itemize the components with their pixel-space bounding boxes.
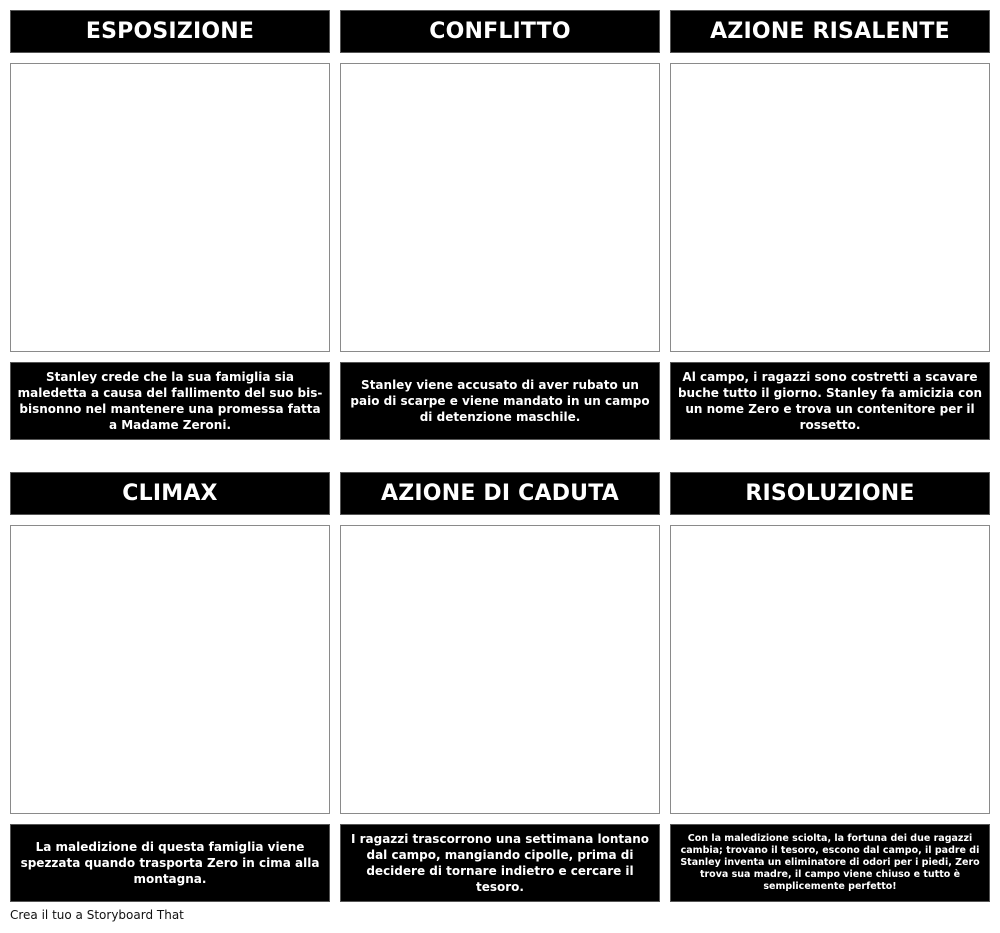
storyboard-row-1 [10,10,990,440]
cell-description: Stanley viene accusato di aver rubato un paio di scarpe e viene mandato in un campo di detenzione maschile. [340,362,660,440]
cell-title: AZIONE DI CADUTA [340,472,660,515]
cell-description: I ragazzi trascorrono una settimana lontano dal campo, mangiando cipolle, prima di decidere di tornare indietro e cercare il tesoro. [340,824,660,902]
cell-description: Al campo, i ragazzi sono costretti a scavare buche tutto il giorno. Stanley fa amicizia con un nome Zero e trova un contenitore per il rossetto. [670,362,990,440]
cell-climax [10,472,330,902]
cell-title: AZIONE RISALENTE [670,10,990,53]
cell-esposizione [10,10,330,440]
cell-title: CLIMAX [10,472,330,515]
image-panel [10,525,330,814]
storyboard-credit-link[interactable]: Crea il tuo a Storyboard That [10,908,184,922]
cell-description: Con la maledizione sciolta, la fortuna dei due ragazzi cambia; trovano il tesoro, escono dal campo, il padre di Stanley inventa un eliminatore di odori per i piedi, Zero trova sua madre, il campo viene chiuso e tutto è semplicemente perfetto! [670,824,990,902]
cell-azione-risalente [670,10,990,440]
cell-title: CONFLITTO [340,10,660,53]
image-panel [10,63,330,352]
cell-azione-di-caduta [340,472,660,902]
cell-title: RISOLUZIONE [670,472,990,515]
cell-description: Stanley crede che la sua famiglia sia maledetta a causa del fallimento del suo bis-bisnonno nel mantenere una promessa fatta a Madame Zeroni. [10,362,330,440]
image-panel [340,63,660,352]
image-panel [670,63,990,352]
storyboard [10,10,990,902]
cell-conflitto [340,10,660,440]
cell-description: La maledizione di questa famiglia viene spezzata quando trasporta Zero in cima alla montagna. [10,824,330,902]
cell-title: ESPOSIZIONE [10,10,330,53]
storyboard-row-2 [10,472,990,902]
cell-risoluzione [670,472,990,902]
image-panel [340,525,660,814]
image-panel [670,525,990,814]
